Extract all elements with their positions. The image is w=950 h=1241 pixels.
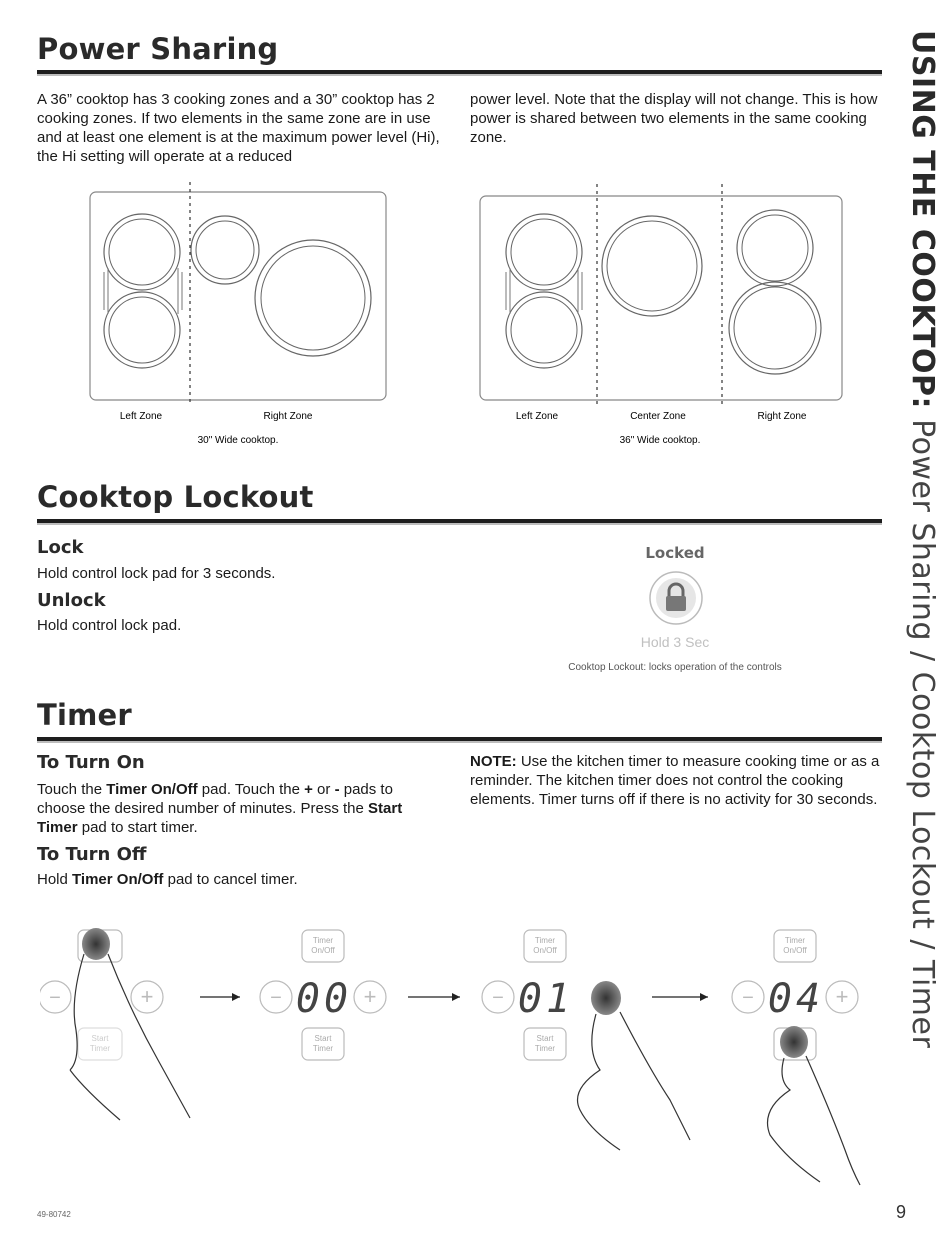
- section-rule: [37, 519, 882, 525]
- sidebar-section-title: [905, 30, 945, 1049]
- svg-text:Timer: Timer: [312, 1044, 334, 1053]
- timer-display: 00: [295, 976, 353, 1022]
- hold-3-sec-label: Hold 3 Sec: [640, 634, 710, 650]
- doc-number: 49-80742: [37, 1210, 71, 1219]
- svg-text:On/Off: On/Off: [533, 946, 557, 955]
- svg-text:+: +: [835, 984, 849, 1009]
- svg-text:−: −: [492, 987, 504, 1009]
- svg-text:+: +: [363, 984, 377, 1009]
- svg-text:Timer: Timer: [312, 936, 334, 945]
- svg-text:Start: Start: [91, 1034, 109, 1043]
- lock-text: Hold control lock pad for 3 seconds.: [37, 565, 276, 582]
- turn-off-heading: To Turn Off: [37, 844, 147, 865]
- svg-text:Timer: Timer: [89, 1044, 111, 1053]
- svg-text:Timer: Timer: [784, 936, 806, 945]
- right-zone-label: Right Zone: [757, 411, 807, 422]
- lockout-caption: Cooktop Lockout: locks operation of the controls: [568, 662, 782, 673]
- svg-text:Start: Start: [536, 1034, 554, 1043]
- timer-illustration: [40, 920, 900, 1200]
- hand-illustration: [768, 1026, 861, 1185]
- timer-step-4: [732, 930, 860, 1185]
- svg-text:+: +: [140, 984, 154, 1009]
- timer-heading: Timer: [37, 698, 132, 732]
- center-zone-label: Center Zone: [630, 411, 686, 422]
- cooktop-lockout-heading: Cooktop Lockout: [37, 480, 314, 514]
- timer-step-2: [260, 930, 386, 1060]
- svg-text:Start: Start: [314, 1034, 332, 1043]
- svg-text:−: −: [742, 987, 754, 1009]
- cooktop-30-diagram: [80, 180, 400, 450]
- unlock-text: Hold control lock pad.: [37, 617, 182, 634]
- timer-note: NOTE: Use the kitchen timer to measure cooking time or as a reminder. The kitchen timer does not control the cooking elements. Timer turns off if there is no activity for 30 seconds.: [470, 753, 880, 808]
- page-number: 9: [896, 1202, 907, 1222]
- timer-step-3: [482, 930, 690, 1150]
- svg-text:Timer: Timer: [534, 936, 556, 945]
- cooktop-36-diagram: [470, 180, 855, 450]
- section-rule: [37, 70, 882, 76]
- svg-text:On/Off: On/Off: [311, 946, 335, 955]
- turn-on-heading: To Turn On: [37, 752, 145, 773]
- svg-text:Timer: Timer: [534, 1044, 556, 1053]
- power-sharing-text-right: power level. Note that the display will not change. This is how power is shared between two elements in the same cooking zone.: [470, 91, 878, 146]
- lock-heading: Lock: [37, 537, 84, 558]
- timer-display: 04: [767, 976, 825, 1022]
- hand-illustration: [578, 981, 691, 1150]
- sidebar-title: USING THE COOKTOP: Power Sharing / Cooktop Lockout / Timer: [905, 30, 940, 1049]
- svg-text:−: −: [49, 987, 61, 1009]
- turn-off-text: Hold Timer On/Off pad to cancel timer.: [37, 871, 298, 888]
- cooktop-36-caption: 36" Wide cooktop.: [619, 435, 701, 446]
- right-zone-label: Right Zone: [263, 411, 313, 422]
- power-sharing-text-left: A 36” cooktop has 3 cooking zones and a 30” cooktop has 2 cooking zones. If two elements in the same zone are in use and at least one element is at the maximum power level (Hi), the Hi setting will operate at a reduced: [37, 91, 440, 165]
- cooktop-30-caption: 30" Wide cooktop.: [197, 435, 279, 446]
- svg-text:On/Off: On/Off: [783, 946, 807, 955]
- locked-label: Locked: [645, 544, 705, 562]
- section-rule: [37, 737, 882, 743]
- turn-on-text: Touch the Timer On/Off pad. Touch the + or - pads to choose the desired number of minutes. Press the Start Timer pad to start timer.: [37, 781, 403, 836]
- left-zone-label: Left Zone: [515, 411, 559, 422]
- timer-step-1: [40, 928, 190, 1120]
- lock-pad: [648, 570, 704, 626]
- hand-illustration: [70, 928, 190, 1120]
- left-zone-label: Left Zone: [119, 411, 163, 422]
- power-sharing-heading: Power Sharing: [37, 32, 279, 66]
- timer-display: 01: [517, 976, 575, 1022]
- svg-text:−: −: [270, 987, 282, 1009]
- unlock-heading: Unlock: [37, 590, 106, 611]
